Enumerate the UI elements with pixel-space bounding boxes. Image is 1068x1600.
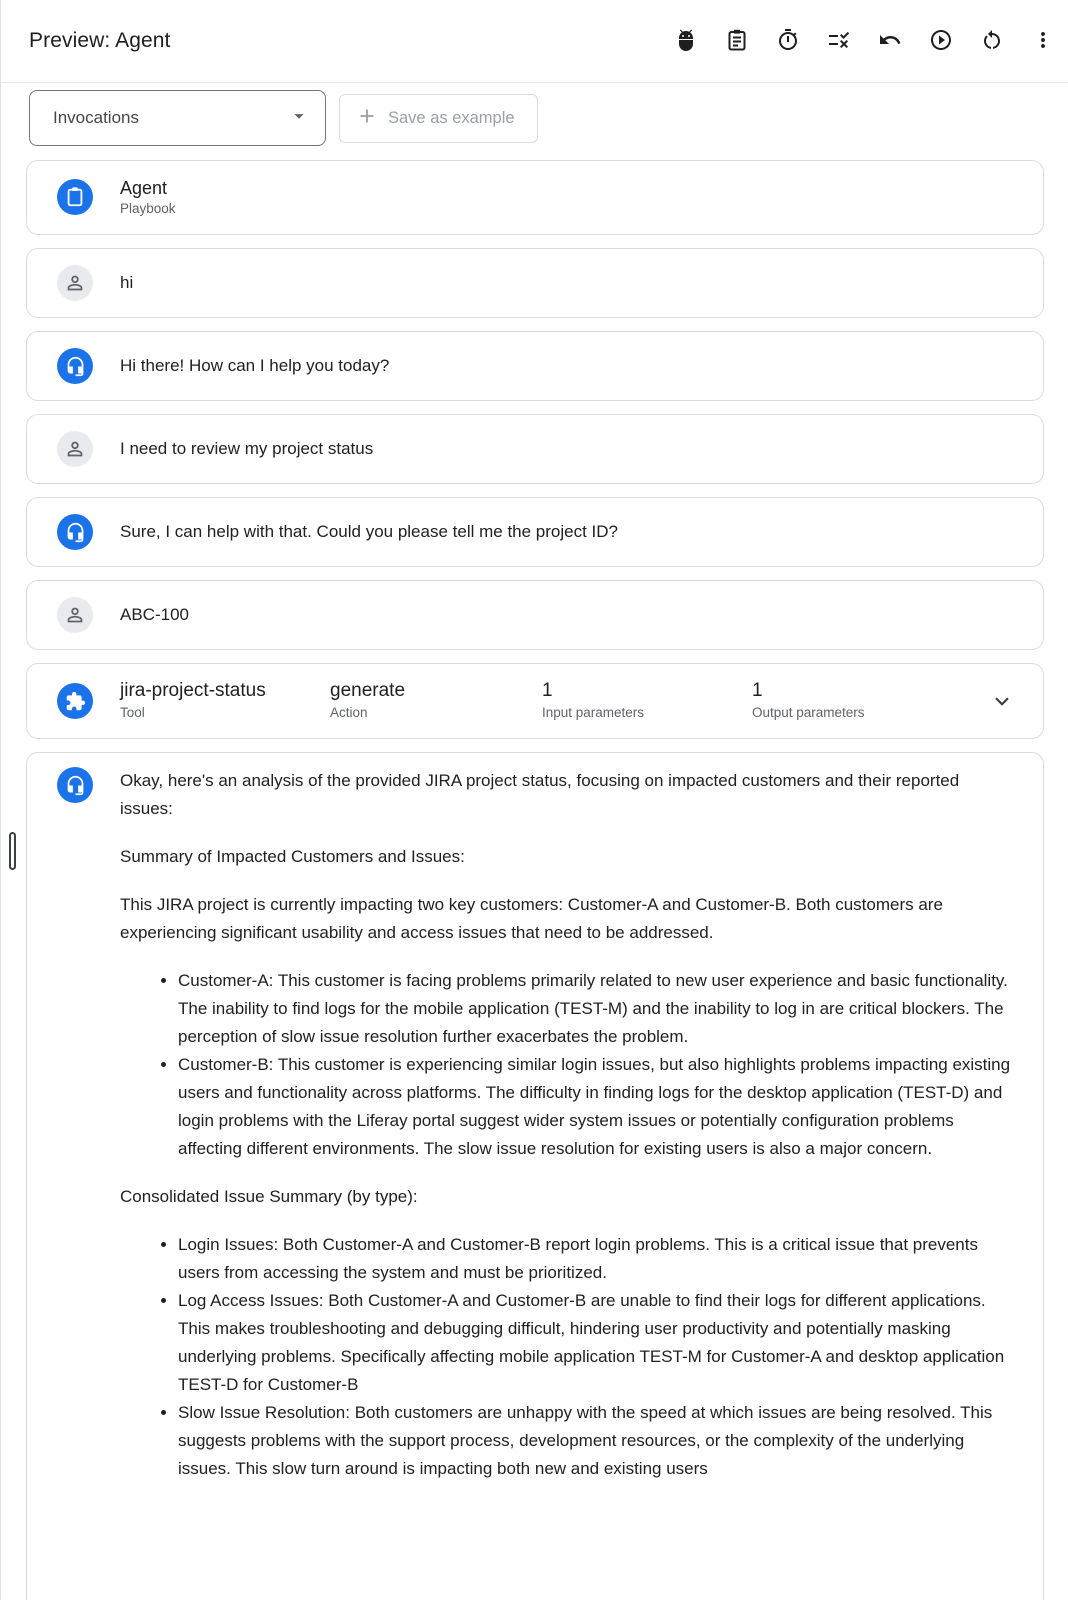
response-paragraph: This JIRA project is currently impacting two key customers: Customer-A and Customer-B. Both customers are experiencing significant usability and access issues that need to be addressed. xyxy=(120,895,943,942)
list-item: • Log Access Issues: Both Customer-A and Customer-B are unable to find their logs for different applications. This makes troubleshooting and debugging difficult, hindering user productivity and potentially masking underlying problems. Specifically affecting mobile application TEST-M for Customer-A and desktop application TEST-D for Customer-B xyxy=(178,1287,1013,1399)
response-paragraph: Okay, here's an analysis of the provided JIRA project status, focusing on impacted customers and their reported issues: xyxy=(120,771,960,818)
user-message-text: ABC-100 xyxy=(120,605,189,624)
controls-row xyxy=(1,83,1068,146)
user-message-card[interactable] xyxy=(26,414,1044,484)
user-message-card[interactable] xyxy=(26,248,1044,318)
tool-output-column xyxy=(752,679,962,723)
tool-action-column xyxy=(330,679,542,723)
tool-output-label: Output parameters xyxy=(752,705,865,720)
list-item: • Customer-B: This customer is experiencing similar login issues, but also highlights problems impacting existing users and functionality across platforms. The difficulty in finding logs for the desktop application (TEST-D) and login problems with the Liferay portal suggest wider system issues or potentially configuration problems affecting different environments. The slow issue resolution for existing users is also a major concern. xyxy=(178,1051,1013,1163)
playbook-subtitle: Playbook xyxy=(120,201,176,216)
more-vert-icon xyxy=(1031,28,1055,55)
preview-header xyxy=(1,0,1068,83)
undo-icon xyxy=(878,28,902,55)
assignment-button[interactable] xyxy=(725,29,749,53)
agent-response-body xyxy=(120,767,1013,1503)
agent-message-text: Sure, I can help with that. Could you please tell me the project ID? xyxy=(120,522,618,541)
customer-issues-list xyxy=(120,967,1013,1163)
invocations-dropdown[interactable] xyxy=(29,90,326,146)
tool-columns xyxy=(120,679,962,723)
panel-resize-handle[interactable] xyxy=(9,832,16,870)
user-avatar-icon xyxy=(57,431,93,467)
user-avatar-icon xyxy=(57,597,93,633)
save-as-example-label: Save as example xyxy=(388,108,515,127)
save-as-example-button[interactable] xyxy=(339,94,538,143)
playbook-card[interactable] xyxy=(26,160,1044,235)
response-heading: Summary of Impacted Customers and Issues: xyxy=(120,847,465,866)
invocations-dropdown-label: Invocations xyxy=(53,108,139,127)
plus-icon xyxy=(356,105,378,132)
chevron-down-icon[interactable] xyxy=(989,688,1015,714)
agent-message-text: Hi there! How can I help you today? xyxy=(120,356,390,375)
timer-button[interactable] xyxy=(776,29,800,53)
tool-input-column xyxy=(542,679,752,723)
tool-puzzle-icon xyxy=(57,683,93,719)
restart-icon xyxy=(980,28,1004,55)
tool-input-count: 1 xyxy=(542,680,553,701)
rule-button[interactable] xyxy=(827,29,851,53)
agent-headset-icon xyxy=(57,348,93,384)
android-debug-icon xyxy=(674,28,698,55)
tool-input-label: Input parameters xyxy=(542,705,645,720)
toolbar xyxy=(674,29,1055,53)
play-button[interactable] xyxy=(929,29,953,53)
playbook-clipboard-icon xyxy=(57,179,93,215)
dropdown-arrow-icon xyxy=(288,105,310,132)
list-item: • Login Issues: Both Customer-A and Customer-B report login problems. This is a critical issue that prevents users from accessing the system and must be prioritized. xyxy=(178,1231,1013,1287)
restart-button[interactable] xyxy=(980,29,1004,53)
issue-type-list xyxy=(120,1231,1013,1483)
tool-action-label: Action xyxy=(330,705,368,720)
tool-invocation-card[interactable] xyxy=(26,663,1044,739)
list-item: • Slow Issue Resolution: Both customers are unhappy with the speed at which issues are being resolved. This suggests problems with the support process, development resources, or the complexity of the underlying issues. This slow turn around is impacting both new and existing users xyxy=(178,1399,1013,1483)
list-item: • Customer-A: This customer is facing problems primarily related to new user experience and basic functionality. The inability to find logs for the mobile application (TEST-M) and the inability to log in are critical blockers. The perception of slow issue resolution further exacerbates the problem. xyxy=(178,967,1013,1051)
user-message-card[interactable] xyxy=(26,580,1044,650)
conversation-list xyxy=(1,146,1068,1600)
more-options-button[interactable] xyxy=(1031,29,1055,53)
play-circle-icon xyxy=(929,28,953,55)
tool-name: jira-project-status xyxy=(120,680,266,701)
android-debug-button[interactable] xyxy=(674,29,698,53)
stopwatch-icon xyxy=(776,28,800,55)
agent-message-card[interactable] xyxy=(26,331,1044,401)
playbook-info xyxy=(120,176,176,218)
assignment-clipboard-icon xyxy=(725,28,749,55)
agent-headset-icon xyxy=(57,767,93,803)
user-message-text: hi xyxy=(120,273,134,292)
rule-checklist-icon xyxy=(827,28,851,55)
user-message-text: I need to review my project status xyxy=(120,439,374,458)
agent-response-card[interactable] xyxy=(26,752,1044,1600)
undo-button[interactable] xyxy=(878,29,902,53)
tool-action: generate xyxy=(330,680,406,701)
playbook-title: Agent xyxy=(120,178,168,198)
response-heading: Consolidated Issue Summary (by type): xyxy=(120,1187,418,1206)
agent-headset-icon xyxy=(57,514,93,550)
tool-name-column xyxy=(120,679,330,723)
tool-name-label: Tool xyxy=(120,705,145,720)
panel-title: Preview: Agent xyxy=(29,29,171,52)
agent-message-card[interactable] xyxy=(26,497,1044,567)
tool-output-count: 1 xyxy=(752,680,763,701)
user-avatar-icon xyxy=(57,265,93,301)
